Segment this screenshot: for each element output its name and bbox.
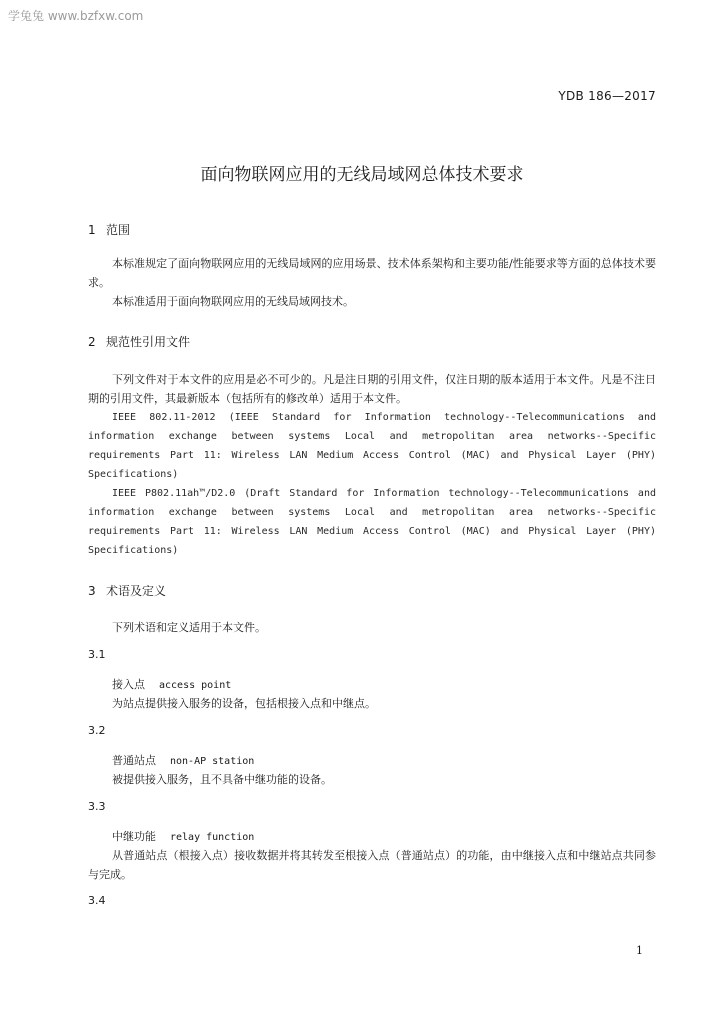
term-number: 3.3: [88, 800, 106, 813]
term-english: access point: [159, 680, 232, 691]
section-title: 规范性引用文件: [106, 335, 191, 349]
section-title: 范围: [106, 223, 131, 237]
term-chinese: 中继功能: [112, 830, 156, 843]
term-english: relay function: [170, 832, 255, 843]
section-1-heading: [88, 221, 130, 238]
section-2-heading: [88, 333, 190, 350]
section-number: 2: [88, 335, 96, 349]
term-heading: [112, 752, 254, 768]
term-number: 3.2: [88, 724, 106, 737]
section-3-heading: [88, 582, 166, 599]
term-chinese: 接入点: [112, 678, 145, 691]
page-number: 1: [636, 944, 643, 957]
term-definition: 从普通站点（根接入点）接收数据并将其转发至根接入点（普通站点）的功能，由中继接入点和中继站点共同参与完成。: [88, 849, 656, 881]
section-2-paragraph-1: 下列文件对于本文件的应用是必不可少的。凡是注日期的引用文件，仅注日期的版本适用于本文件。凡是不注日期的引用文件，其最新版本（包括所有的修改单）适用于本文件。: [88, 373, 656, 405]
term-heading: [112, 676, 231, 692]
section-title: 术语及定义: [106, 584, 167, 598]
term-english: non-AP station: [170, 756, 255, 767]
section-1-paragraph-1: 本标准规定了面向物联网应用的无线局域网的应用场景、技术体系架构和主要功能/性能要求等方面的总体技术要求。: [88, 257, 656, 289]
section-3-intro: 下列术语和定义适用于本文件。: [112, 621, 266, 634]
term-number: 3.1: [88, 648, 106, 661]
term-heading: [112, 828, 254, 844]
term-definition: 被提供接入服务，且不具备中继功能的设备。: [112, 773, 332, 786]
term-definition: 为站点提供接入服务的设备，包括根接入点和中继点。: [112, 697, 376, 710]
term-number: 3.4: [88, 894, 106, 907]
term-chinese: 普通站点: [112, 754, 156, 767]
section-number: 3: [88, 584, 96, 598]
section-1-paragraph-2: 本标准适用于面向物联网应用的无线局域网技术。: [112, 295, 354, 308]
document-number: YDB 186—2017: [558, 89, 656, 103]
section-number: 1: [88, 223, 96, 237]
reference-ieee-p802-11ah: IEEE P802.11ah™/D2.0 (Draft Standard for Information technology--Telecommunications and information exchange between systems Local and metropolitan area networks--Specific requirements Part 11: Wireless LAN Medium Access Control (MAC) and Physical Layer (PHY) Specifications): [88, 488, 656, 556]
watermark: 学兔兔 www.bzfxw.com: [8, 9, 144, 23]
document-title: 面向物联网应用的无线局域网总体技术要求: [200, 165, 524, 185]
reference-ieee-802-11-2012: IEEE 802.11-2012 (IEEE Standard for Information technology--Telecommunications and information exchange between systems Local and metropolitan area networks--Specific requirements Part 11: Wireless LAN Medium Access Control (MAC) and Physical Layer (PHY) Specifications): [88, 412, 656, 480]
